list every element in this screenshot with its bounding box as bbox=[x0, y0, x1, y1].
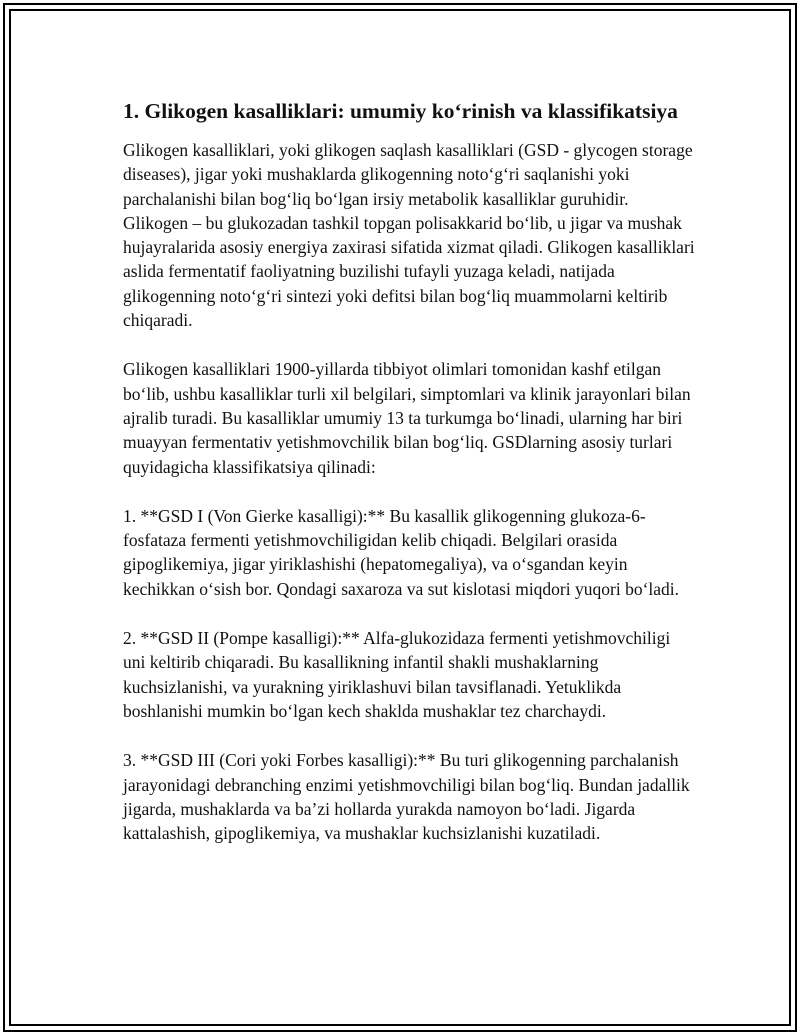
intro-paragraph: Glikogen kasalliklari, yoki glikogen saqlash kasalliklari (GSD - glycogen storage diseases), jigar yoki mushaklarda glikogenning noto‘g‘ri saqlanishi yoki parchalanishi bilan bog‘liq bo‘lgan irsiy metabolik kasalliklar guruhidir. Glikogen – bu glukozadan tashkil topgan polisakkarid bo‘lib, u jigar va mushak hujayralarida asosiy energiya zaxirasi sifatida xizmat qiladi. Glikogen kasalliklari aslida fermentatif faoliyatning buzilishi tufayli yuzaga keladi, natijada glikogenning noto‘g‘ri sintezi yoki defitsi bilan bog‘liq muammolarni keltirib chiqaradi. bbox=[123, 140, 695, 331]
gsd-type-2-paragraph: 2. **GSD II (Pompe kasalligi):** Alfa-glukozidaza fermenti yetishmovchiligi uni keltirib chiqaradi. Bu kasallikning infantil shakli mushaklarning kuchsizlanishi, va yurakning yiriklashuvi bilan tavsiflanadi. Yetuklikda boshlanishi mumkin bo‘lgan kech shaklda mushaklar tez charchaydi. bbox=[123, 628, 671, 721]
history-paragraph: Glikogen kasalliklari 1900-yillarda tibbiyot olimlari tomonidan kashf etilgan bo‘lib, ushbu kasalliklar turli xil belgilari, simptomlari va klinik jarayonlari bilan ajralib turadi. Bu kasalliklar umumiy 13 ta turkumga bo‘linadi, ularning har biri muayyan fermentativ yetishmovchilik bilan bog‘liq. GSDlarning asosiy turlari quyidagicha klassifikatsiya qilinadi: bbox=[123, 359, 691, 477]
document-body bbox=[123, 97, 695, 870]
document-page bbox=[3, 3, 797, 1032]
gsd-type-3-paragraph: 3. **GSD III (Cori yoki Forbes kasalligi):** Bu turi glikogenning parchalanish jarayonidagi debranching enzimi yetishmovchiligi bilan bog‘liq. Bundan jadallik jigarda, mushaklarda va ba’zi hollarda yurakda namoyon bo‘ladi. Jigarda kattalashish, gipoglikemiya, va mushaklar kuchsizlanishi kuzatiladi. bbox=[123, 750, 690, 844]
section-heading: 1. Glikogen kasalliklari: umumiy ko‘rinish va klassifikatsiya bbox=[123, 99, 678, 123]
gsd-type-1-paragraph: 1. **GSD I (Von Gierke kasalligi):** Bu kasallik glikogenning glukoza-6-fosfataza fermenti yetishmovchiligidan kelib chiqadi. Belgilari orasida gipoglikemiya, jigar yiriklashishi (hepatomegaliya), va o‘sgandan keyin kechikkan o‘sish bor. Qondagi saxaroza va sut kislotasi miqdori yuqori bo‘ladi. bbox=[123, 505, 680, 599]
